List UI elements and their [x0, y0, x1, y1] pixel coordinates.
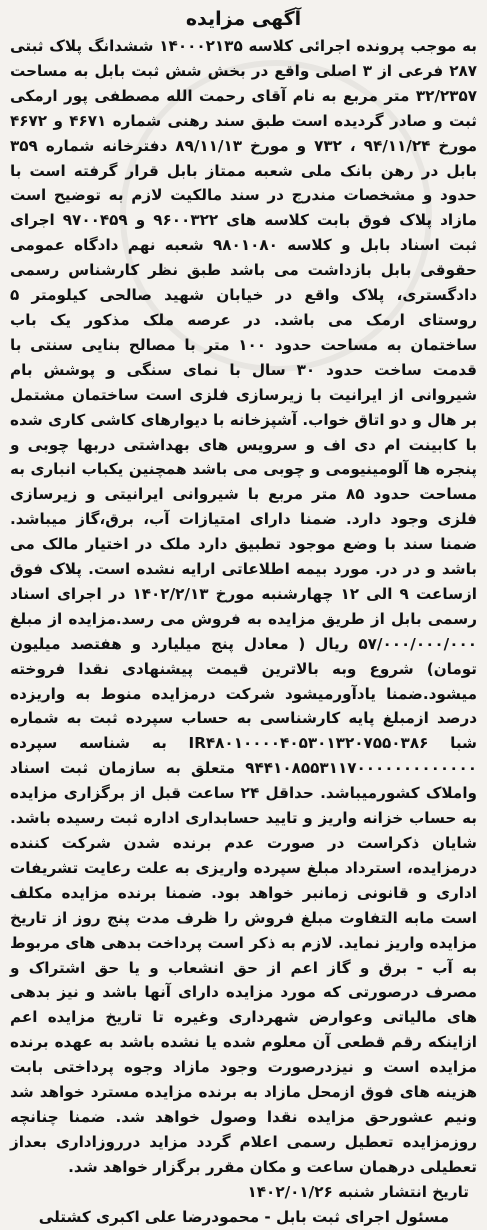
- officer-signature: مسئول اجرای ثبت بابل - محمودرضا علی اکبری کشتلی: [38, 1207, 449, 1226]
- publish-date: تاریخ انتشار شنبه ۱۴۰۲/۰۱/۲۶: [247, 1182, 469, 1201]
- notice-body-paragraph: به موجب پرونده اجرائی کلاسه ۱۴۰۰۰۲۱۳۵ ششدانگ پلاک ثبتی ۲۸۷ فرعی از ۳ اصلی واقع در بخش شش ثبت بابل به مساحت ۳۲/۲۳۵۷ متر مربع به نام آقای رحمت الله مصطفی پور ارمکی ثبت و صادر گردیده است طبق سند رهنی شماره ۴۶۷۱ و ۴۶۷۲ مورخ ۹۴/۱۱/۲۴ ، ۷۳۲ و مورخ ۸۹/۱۱/۱۳ دفترخانه شماره ۳۵۹ بابل در رهن بانک ملی شعبه ممتاز بابل قرار گرفته است با حدود و مشخصات مندرج در سند مالکیت لازم به توضیح است مازاد پلاک فوق بابت کلاسه های ۹۶۰۰۳۲۲ و ۹۷۰۰۴۵۹ اجرای ثبت اسناد بابل و کلاسه ۹۸۰۱۰۸۰ شعبه نهم دادگاه عمومی حقوقی بابل بازداشت می باشد طبق نظر کارشناس رسمی دادگستری، پلاک واقع در خیابان شهید صالحی کیلومتر ۵ روستای ارمک می باشد. در عرصه ملک مذکور یک باب ساختمان به مساحت حدود ۱۰۰ متر با مصالح بنایی سنتی با قدمت ساخت حدود ۳۰ سال با نمای سنگی و پوشش بام شیروانی از ایرانیت با زیرسازی فلزی است ساختمان مشتمل بر هال و دو اتاق خواب. آشپزخانه با دیوارهای کاشی کاری شده با کابینت ام دی اف و سرویس های بهداشتی دربها چوبی و پنجره ها آلومینیومی و چوبی می باشد همچنین یکباب انباری به مساحت حدود ۸۵ متر مربع با شیروانی ایرانیتی و زیرسازی فلزی وجود دارد. ضمنا دارای امتیازات آب، برق،گاز میباشد. ضمنا سند با وضع موجود تطبیق دارد ملک در اختیار مالک می باشد و در در. مورد بیمه اطلاعاتی ارایه نشده است. پلاک فوق ازساعت ۹ الی ۱۲ چهارشنبه مورخ ۱۴۰۲/۲/۱۳ در اجرای اسناد رسمی بابل از طریق مزایده به فروش می رسد.مزایده از مبلغ ۵۷/۰۰۰/۰۰۰/۰۰۰ ریال ( معادل پنج میلیارد و هفتصد میلیون تومان) شروع وبه بالاترین قیمت پیشنهادی نقدا فروخته میشود.ضمنا یادآورمیشود شرکت درمزایده منوط به واریزده درصد ازمبلغ پایه کارشناسی به حساب سپرده ثبت به شماره شبا IR۴۸۰۱۰۰۰۰۴۰۵۳۰۱۳۲۰۷۵۵۰۳۸۶ به شناسه سپرده ۹۴۴۱۰۸۵۵۳۱۱۷۰۰۰۰۰۰۰۰۰۰۰۰۰ متعلق به سازمان ثبت اسناد واملاک کشورمیباشد. حداقل ۲۴ ساعت قبل از برگزاری مزایده به حساب خزانه واریز و تایید حسابداری اداره ثبت رسیده باشد. شایان ذکراست در صورت عدم برنده شدن شرکت کننده درمزایده، استرداد مبلغ سپرده واریزی به علت رعایت تشریفات اداری و قانونی زمانبر خواهد بود. ضمنا برنده مزایده مکلف است مابه التفاوت مبلغ فروش را ظرف مدت پنج روز از تاریخ مزایده واریز نماید. لازم به ذکر است پرداخت بدهی های مربوط به آب - برق و گاز اعم از حق انشعاب و یا حق اشتراک و مصرف درصورتی که مورد مزایده دارای آنها باشد و نیز بدهی های مالیاتی وعوارض شهرداری وغیره تا تاریخ مزایده اعم ازاینکه رقم قطعی آن معلوم شده یا نشده باشد به عهده برنده مزایده است و نیزدرصورت وجود مازاد وجوه پرداختی بابت هزینه های فوق ازمحل مازاد به برنده مزایده مسترد خواهد شد ونیم عشورحق مزایده نقدا وصول خواهد شد. ضمنا چنانچه روزمزایده تعطیل رسمی اعلام گردد مزاید درروزاداری بعداز تعطیلی درهمان ساعت و مکان مقرر برگزار خواهد شد.: [10, 37, 478, 1176]
- notice-title: آگهی مزایده: [185, 8, 302, 30]
- notice-footer: [10, 1180, 477, 1230]
